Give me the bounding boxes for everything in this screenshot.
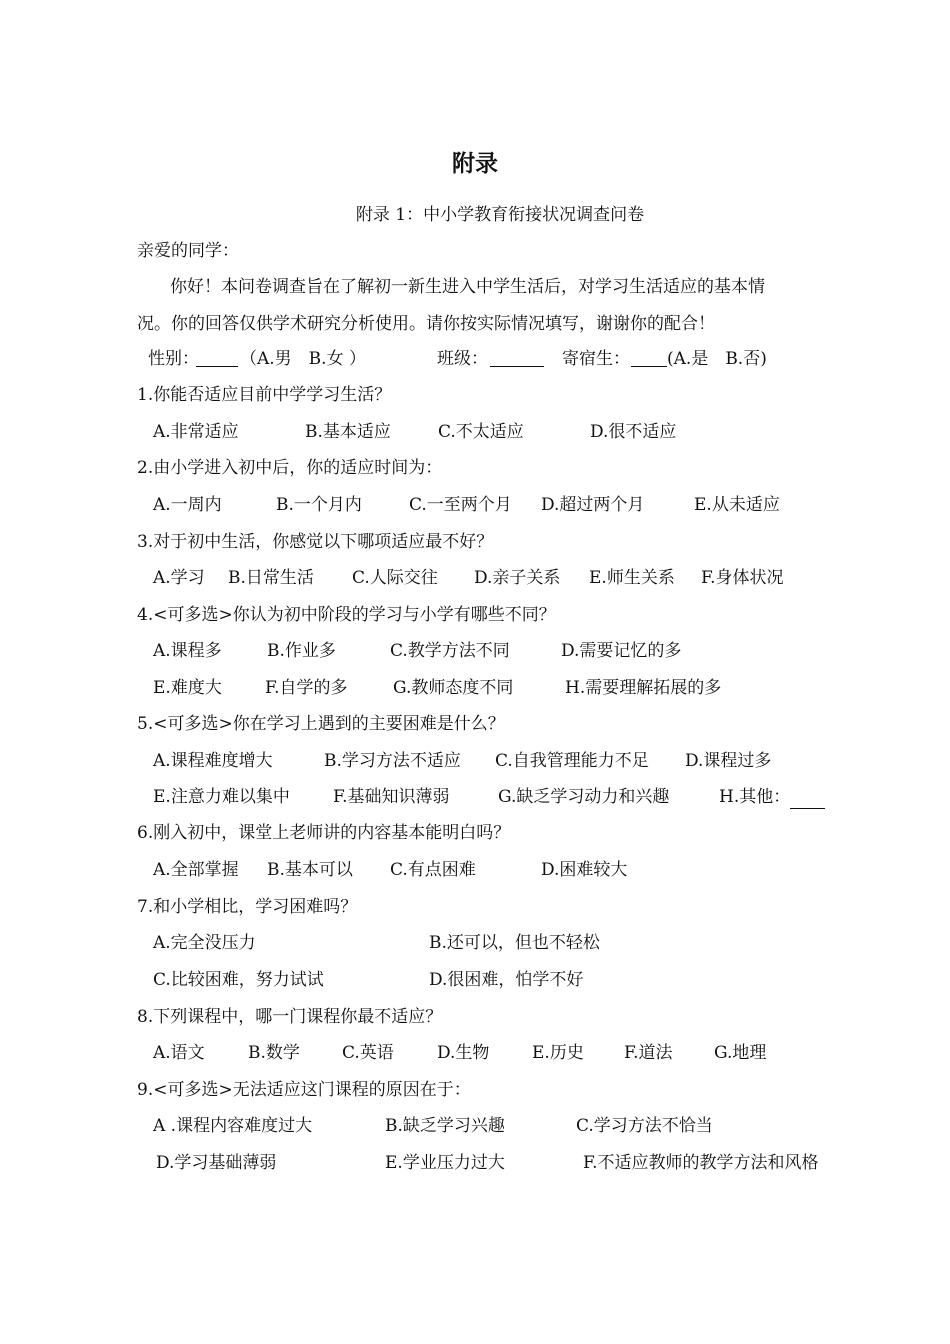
q8-option-e[interactable]: E.历史 [532, 1043, 584, 1063]
q9-option-d[interactable]: D.学习基础薄弱 [156, 1153, 277, 1173]
q1-option-a[interactable]: A.非常适应 [153, 422, 239, 442]
q6-option-c[interactable]: C.有点困难 [390, 860, 476, 880]
q4-option-b[interactable]: B.作业多 [267, 641, 336, 661]
page-title: 附录 [452, 151, 498, 177]
q9-option-a[interactable]: A .课程内容难度过大 [153, 1116, 313, 1136]
q6-option-b[interactable]: B.基本可以 [267, 860, 353, 880]
q3-option-a[interactable]: A.学习 [153, 568, 205, 588]
q2-option-b[interactable]: B.一个月内 [276, 495, 362, 515]
question-4: 4.<可多选>你认为初中阶段的学习与小学有哪些不同？ [137, 605, 556, 625]
q5-option-c[interactable]: C.自我管理能力不足 [495, 751, 649, 771]
q3-option-c[interactable]: C.人际交往 [352, 568, 438, 588]
q1-option-c[interactable]: C.不太适应 [438, 422, 524, 442]
boarder-options: (A.是 B.否) [667, 349, 767, 369]
q7-option-a[interactable]: A.完全没压力 [153, 933, 256, 953]
question-2: 2.由小学进入初中后，你的适应时间为： [137, 458, 443, 478]
q4-option-e[interactable]: E.难度大 [153, 678, 222, 698]
q3-option-b[interactable]: B.日常生活 [228, 568, 314, 588]
intro-line-1: 你好！本问卷调查旨在了解初一新生进入中学生活后，对学习生活适应的基本情 [170, 277, 765, 297]
q3-option-f[interactable]: F.身体状况 [701, 568, 784, 588]
q3-option-e[interactable]: E.师生关系 [589, 568, 675, 588]
page-subtitle: 附录 1：中小学教育衔接状况调查问卷 [355, 205, 645, 225]
q8-option-f[interactable]: F.道法 [624, 1043, 673, 1063]
gender-options: （A.男 B.女 ） [240, 349, 366, 369]
q2-option-c[interactable]: C.一至两个月 [409, 495, 512, 515]
q4-option-a[interactable]: A.课程多 [153, 641, 222, 661]
q2-option-e[interactable]: E.从未适应 [694, 495, 780, 515]
question-9: 9.<可多选>无法适应这门课程的原因在于： [137, 1080, 471, 1100]
class-label: 班级： [437, 349, 488, 369]
q7-option-d[interactable]: D.很困难，怕学不好 [429, 970, 584, 990]
boarder-blank[interactable] [631, 348, 667, 367]
q4-option-h[interactable]: H.需要理解拓展的多 [565, 678, 722, 698]
q4-option-d[interactable]: D.需要记忆的多 [561, 641, 682, 661]
q9-option-c[interactable]: C.学习方法不恰当 [576, 1116, 713, 1136]
q9-option-e[interactable]: E.学业压力过大 [385, 1153, 505, 1173]
question-3: 3.对于初中生活，你感觉以下哪项适应最不好？ [137, 532, 494, 552]
q7-option-b[interactable]: B.还可以，但也不轻松 [429, 933, 600, 953]
q8-option-g[interactable]: G.地理 [714, 1043, 767, 1063]
q5-option-g[interactable]: G.缺乏学习动力和兴趣 [498, 787, 670, 807]
question-1: 1.你能否适应目前中学学习生活？ [137, 385, 392, 405]
q8-option-b[interactable]: B.数学 [248, 1043, 300, 1063]
q7-option-c[interactable]: C.比较困难，努力试试 [153, 970, 324, 990]
q4-option-c[interactable]: C.教学方法不同 [390, 641, 510, 661]
q5-option-d[interactable]: D.课程过多 [685, 751, 772, 771]
q5-other-blank[interactable] [790, 790, 825, 809]
q4-option-g[interactable]: G.教师态度不同 [393, 678, 514, 698]
question-8: 8.下列课程中，哪一门课程你最不适应？ [137, 1007, 443, 1027]
q5-option-a[interactable]: A.课程难度增大 [153, 751, 273, 771]
q6-option-a[interactable]: A.全部掌握 [153, 860, 239, 880]
q6-option-d[interactable]: D.困难较大 [541, 860, 628, 880]
q9-option-b[interactable]: B.缺乏学习兴趣 [385, 1116, 505, 1136]
q4-option-f[interactable]: F.自学的多 [265, 678, 348, 698]
question-6: 6.刚入初中，课堂上老师讲的内容基本能明白吗？ [137, 823, 511, 843]
q5-option-e[interactable]: E.注意力难以集中 [153, 787, 290, 807]
q8-option-d[interactable]: D.生物 [437, 1043, 490, 1063]
q8-option-c[interactable]: C.英语 [342, 1043, 394, 1063]
q5-option-f[interactable]: F.基础知识薄弱 [333, 787, 450, 807]
q1-option-d[interactable]: D.很不适应 [590, 422, 677, 442]
q2-option-d[interactable]: D.超过两个月 [541, 495, 645, 515]
q8-option-a[interactable]: A.语文 [153, 1043, 205, 1063]
boarder-label: 寄宿生： [562, 349, 630, 369]
q9-option-f[interactable]: F.不适应教师的教学方法和风格 [583, 1153, 819, 1173]
q5-option-b[interactable]: B.学习方法不适应 [324, 751, 461, 771]
class-blank[interactable] [490, 348, 544, 367]
greeting: 亲爱的同学： [137, 241, 239, 261]
question-7: 7.和小学相比，学习困难吗？ [137, 897, 358, 917]
question-5: 5.<可多选>你在学习上遇到的主要困难是什么？ [137, 714, 505, 734]
q1-option-b[interactable]: B.基本适应 [305, 422, 391, 442]
gender-label: 性别： [148, 349, 199, 369]
q5-option-h[interactable]: H.其他： [719, 787, 791, 807]
intro-line-2: 况。你的回答仅供学术研究分析使用。请你按实际情况填写，谢谢你的配合！ [137, 314, 715, 334]
q3-option-d[interactable]: D.亲子关系 [474, 568, 561, 588]
gender-blank[interactable] [196, 348, 238, 367]
q2-option-a[interactable]: A.一周内 [153, 495, 222, 515]
